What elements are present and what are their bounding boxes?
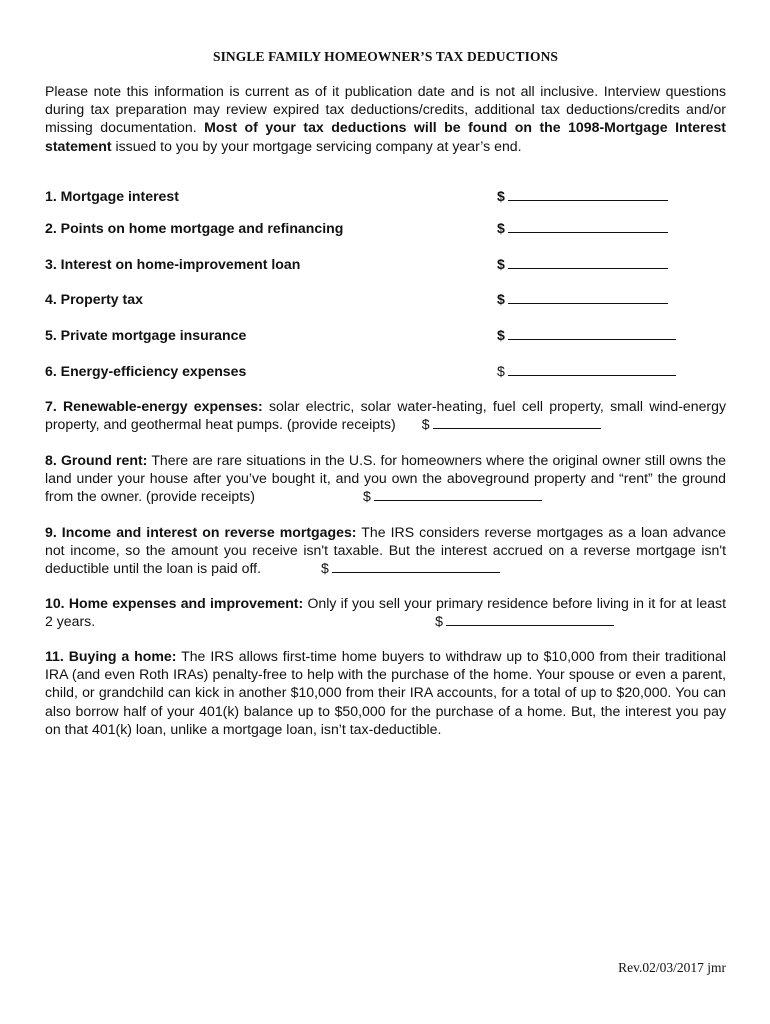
item-energy-efficiency (45, 362, 726, 380)
currency-symbol: $ (497, 256, 505, 272)
item-points-on-mortgage (45, 219, 726, 237)
amount-blank-line[interactable] (433, 416, 601, 429)
item-heading: 11. Buying a home: (45, 648, 177, 664)
item-heading: 7. Renewable-energy expenses: (45, 398, 263, 414)
item-buying-a-home (45, 647, 726, 738)
amount-field (363, 488, 542, 504)
currency-symbol: $ (435, 613, 443, 630)
currency-symbol: $ (497, 291, 505, 307)
item-text: The IRS allows first-time home buyers to withdraw up to $10,000 from their traditional IRA (and even Roth IRAs) penalty-free to help with the purchase of the home. Your spouse or even a parent, child, or grandchild can kick in another $10,000 from their IRA accounts, for a total of up to $20,000. You can also borrow half of your 401(k) balance up to $50,000 for the purchase of a home. But, the interest you pay on that 401(k) loan, unlike a mortgage loan, isn’t tax-deductible. (45, 648, 726, 737)
currency-symbol: $ (497, 363, 505, 379)
item-label: 6. Energy-efficiency expenses (45, 363, 247, 379)
item-text: solar electric, solar water-heating, fuel cell property, small wind-energy property, and geothermal heat pumps. (provide receipts) (45, 398, 726, 433)
item-heading: 9. Income and interest on reverse mortgages: (45, 524, 357, 540)
amount-field (435, 613, 614, 629)
amount-blank-line[interactable] (508, 327, 676, 340)
intro-paragraph (45, 82, 726, 155)
currency-symbol: $ (497, 188, 505, 204)
intro-text: Please note this information is current as of it publication date and is not all inclusive. Interview questions during tax preparation may review expired tax deductions/credits, additional tax deductions/credits and/or missing documentation. (45, 83, 726, 136)
amount-blank-line[interactable] (446, 613, 614, 626)
amount-blank-line[interactable] (332, 560, 500, 573)
amount-field (422, 416, 601, 432)
amount-blank-line[interactable] (508, 188, 668, 201)
item-label: 5. Private mortgage insurance (45, 327, 247, 343)
item-property-tax (45, 290, 726, 308)
intro-tail-text: issued to you by your mortgage servicing company at year’s end. (111, 137, 522, 154)
amount-blank-line[interactable] (508, 220, 668, 233)
amount-field (497, 362, 676, 380)
amount-blank-line[interactable] (508, 291, 668, 304)
item-mortgage-interest (45, 187, 726, 205)
item-label: 2. Points on home mortgage and refinancing (45, 220, 344, 236)
item-private-mortgage-insurance (45, 326, 726, 344)
item-home-expenses (45, 594, 726, 630)
amount-field (497, 290, 668, 308)
intro-bold-text: Most of your tax deductions will be found on the 1098-Mortgage Interest statement (45, 119, 726, 154)
currency-symbol: $ (421, 416, 430, 433)
amount-field (497, 219, 668, 237)
item-text: Only if you sell your primary residence before living in it for at least 2 years. (45, 595, 726, 630)
currency-symbol: $ (362, 488, 371, 505)
revision-footer: Rev.02/03/2017 jmr (618, 960, 726, 975)
item-home-improvement-interest (45, 255, 726, 273)
item-heading: 8. Ground rent: (45, 452, 148, 468)
item-text: The IRS considers reverse mortgages as a loan advance not income, so the amount you receive isn't taxable. But the interest accrued on a reverse mortgage isn't deductible until the loan is paid off. (45, 524, 726, 577)
amount-blank-line[interactable] (508, 363, 676, 376)
item-ground-rent (45, 451, 726, 506)
item-label: 4. Property tax (45, 291, 143, 307)
amount-field (497, 187, 668, 205)
amount-blank-line[interactable] (374, 488, 542, 501)
amount-field (497, 255, 668, 273)
item-text: There are rare situations in the U.S. for homeowners where the original owner still owns the land under your house after you’ve bought it, and you own the aboveground property and “rent” the ground from the owner. (provide receipts) (45, 452, 726, 505)
currency-symbol: $ (497, 327, 505, 343)
item-reverse-mortgages (45, 523, 726, 578)
item-renewable-energy (45, 397, 726, 433)
item-label: 3. Interest on home-improvement loan (45, 256, 301, 272)
currency-symbol: $ (497, 220, 505, 236)
amount-field (321, 560, 500, 576)
amount-field (497, 326, 676, 344)
amount-blank-line[interactable] (508, 256, 668, 269)
currency-symbol: $ (321, 560, 329, 577)
page-title: SINGLE FAMILY HOMEOWNER’S TAX DEDUCTIONS (212, 49, 559, 64)
item-label: 1. Mortgage interest (45, 188, 179, 204)
item-heading: 10. Home expenses and improvement: (45, 595, 304, 611)
